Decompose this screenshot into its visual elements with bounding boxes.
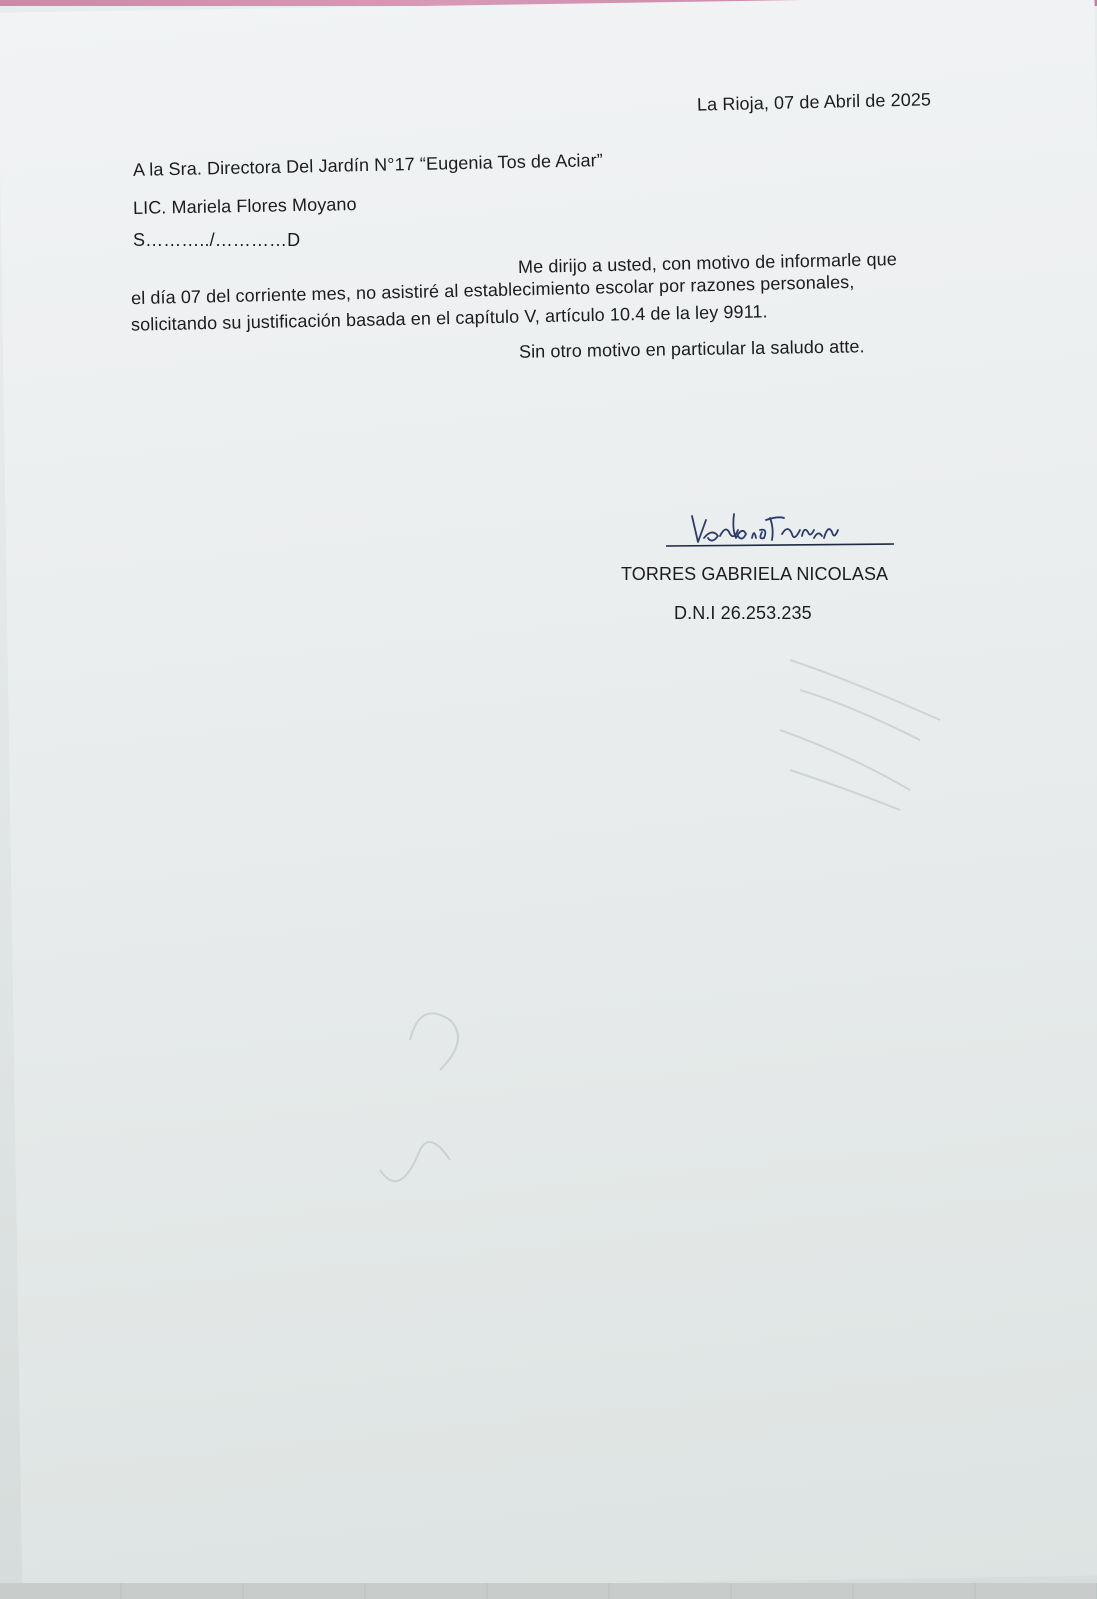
signer-name: TORRES GABRIELA NICOLASA [621, 564, 889, 584]
letter-recipient-name: LIC. Mariela Flores Moyano [132, 194, 357, 218]
letter-recipient: A la Sra. Directora Del Jardín N°17 “Eugenia Tos de Aciar” [132, 150, 604, 180]
letter-closing: Sin otro motivo en particular la saludo atte. [518, 336, 865, 362]
letter-body-line-2: el día 07 del corriente mes, no asistiré al establecimiento escolar por razones personales, [130, 271, 855, 309]
letter-salutation: S………../…………D [133, 230, 301, 250]
letter-body-line-1: Me dirijo a usted, con motivo de informarle que [517, 249, 898, 277]
handwritten-signature [664, 508, 896, 554]
letter-date: La Rioja, 07 de Abril de 2025 [696, 89, 932, 115]
letter-body-line-3: solicitando su justificación basada en el capítulo V, artículo 10.4 de la ley 9911. [130, 301, 768, 335]
signer-id: D.N.I 26.253.235 [674, 603, 812, 623]
